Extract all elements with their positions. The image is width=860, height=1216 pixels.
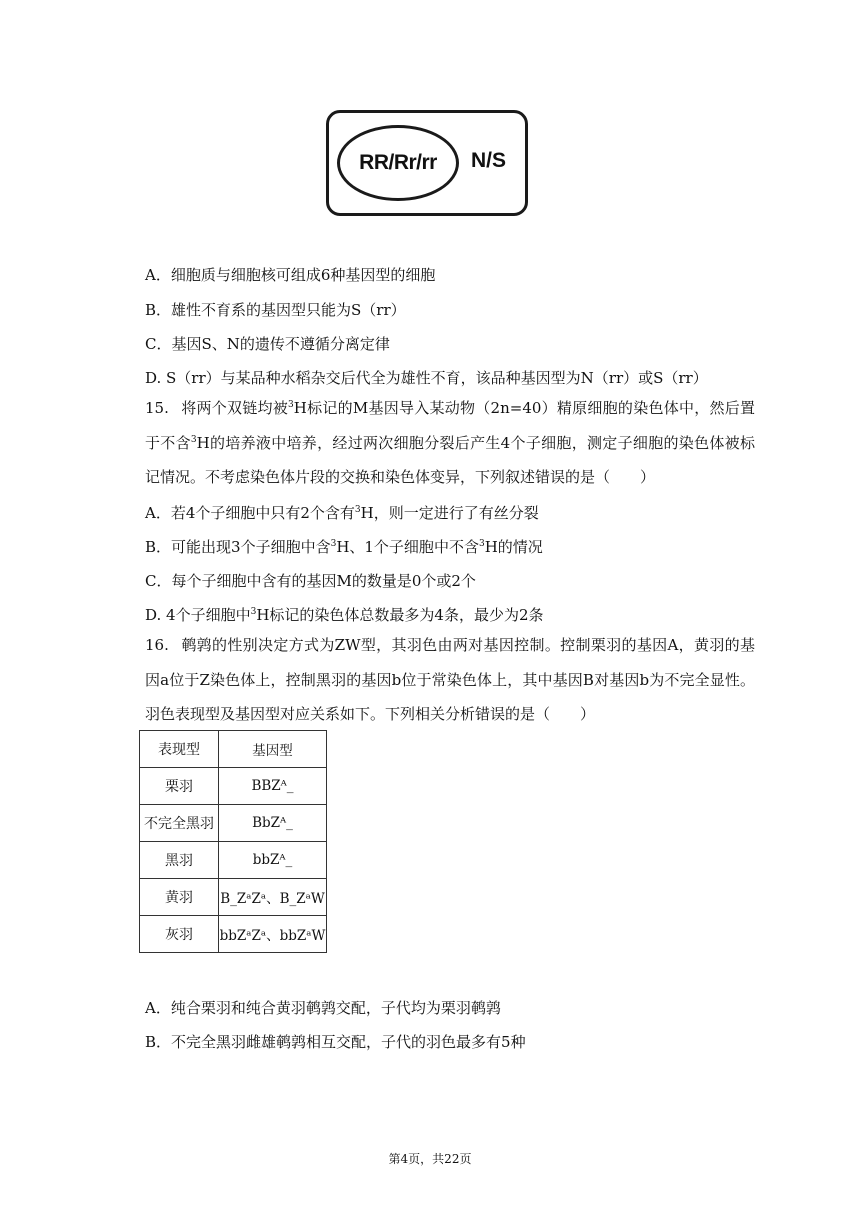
table-cell: 栗羽 — [140, 768, 219, 805]
cytoplasm-genotype-label: N/S — [471, 149, 507, 172]
table-cell: bbZᴬ_ — [219, 842, 327, 879]
table-cell: BbZᴬ_ — [219, 805, 327, 842]
table-row — [140, 768, 327, 805]
q16-number: 16. — [145, 636, 169, 654]
table-row — [140, 916, 327, 953]
table-cell: bbZᵃZᵃ、bbZᵃW — [219, 916, 327, 953]
q16-option-b: B．不完全黑羽雌雄鹌鹑相互交配，子代的羽色最多有5种 — [145, 1033, 526, 1051]
q14-option-c: C．基因S、N的遗传不遵循分离定律 — [145, 335, 390, 353]
q16-stem: 16. 鹌鹑的性别决定方式为ZW型，其羽色由两对基因控制。控制栗羽的基因A，黄羽的基因a位于Z染色体上，控制黑羽的基因b位于常染色体上，其中基因B对基因b为不完全显性。羽色表现型及基因型对应关系如下。下列相关分析错误的是（ ） — [145, 628, 755, 732]
table-row — [140, 879, 327, 916]
q14-option-a: A．细胞质与细胞核可组成6种基因型的细胞 — [145, 266, 436, 284]
table-row — [140, 842, 327, 879]
q15-option-c: C．每个子细胞中含有的基因M的数量是0个或2个 — [145, 572, 476, 590]
q16-option-a: A．纯合栗羽和纯合黄羽鹌鹑交配，子代均为栗羽鹌鹑 — [145, 999, 501, 1017]
phenotype-genotype-table — [139, 730, 327, 953]
nucleus-genotype-ellipse — [337, 125, 459, 201]
table-cell: 不完全黑羽 — [140, 805, 219, 842]
table-row — [140, 805, 327, 842]
table-cell: 黄羽 — [140, 879, 219, 916]
table-header-row — [140, 731, 327, 768]
q15-option-b: B．可能出现3个子细胞中含$^3$H、1个子细胞中不含$^3$H的情况 — [145, 538, 543, 556]
q15-number: 15. — [145, 399, 169, 417]
q15-option-a: A．若4个子细胞中只有2个含有$^3$H，则一定进行了有丝分裂 — [145, 504, 539, 522]
nucleus-genotype-label: RR/Rr/rr — [359, 151, 437, 174]
table-header: 表现型 — [140, 731, 219, 768]
q14-option-d: D. S（rr）与某品种水稻杂交后代全为雄性不育，该品种基因型为N（rr）或S（rr） — [145, 369, 708, 387]
table-cell: BBZᴬ_ — [219, 768, 327, 805]
q15-stem: 15. 将两个双链均被$^3$H标记的M基因导入某动物（2n=40）精原细胞的染色体中，然后置于不含$^3$H的培养液中培养，经过两次细胞分裂后产生4个子细胞，测定子细胞的染色体被标记情况。不考虑染色体片段的交换和染色体变异，下列叙述错误的是（ ） — [145, 391, 755, 495]
table-cell: 灰羽 — [140, 916, 219, 953]
table-header: 基因型 — [219, 731, 327, 768]
table-cell: B_ZᵃZᵃ、B_ZᵃW — [219, 879, 327, 916]
table-cell: 黑羽 — [140, 842, 219, 879]
genotype-figure — [326, 110, 528, 216]
q15-option-d: D. 4个子细胞中$^3$H标记的染色体总数最多为4条，最少为2条 — [145, 606, 544, 624]
q14-option-b: B．雄性不育系的基因型只能为S（rr） — [145, 301, 406, 319]
page-footer: 第4页，共22页 — [388, 1152, 472, 1166]
